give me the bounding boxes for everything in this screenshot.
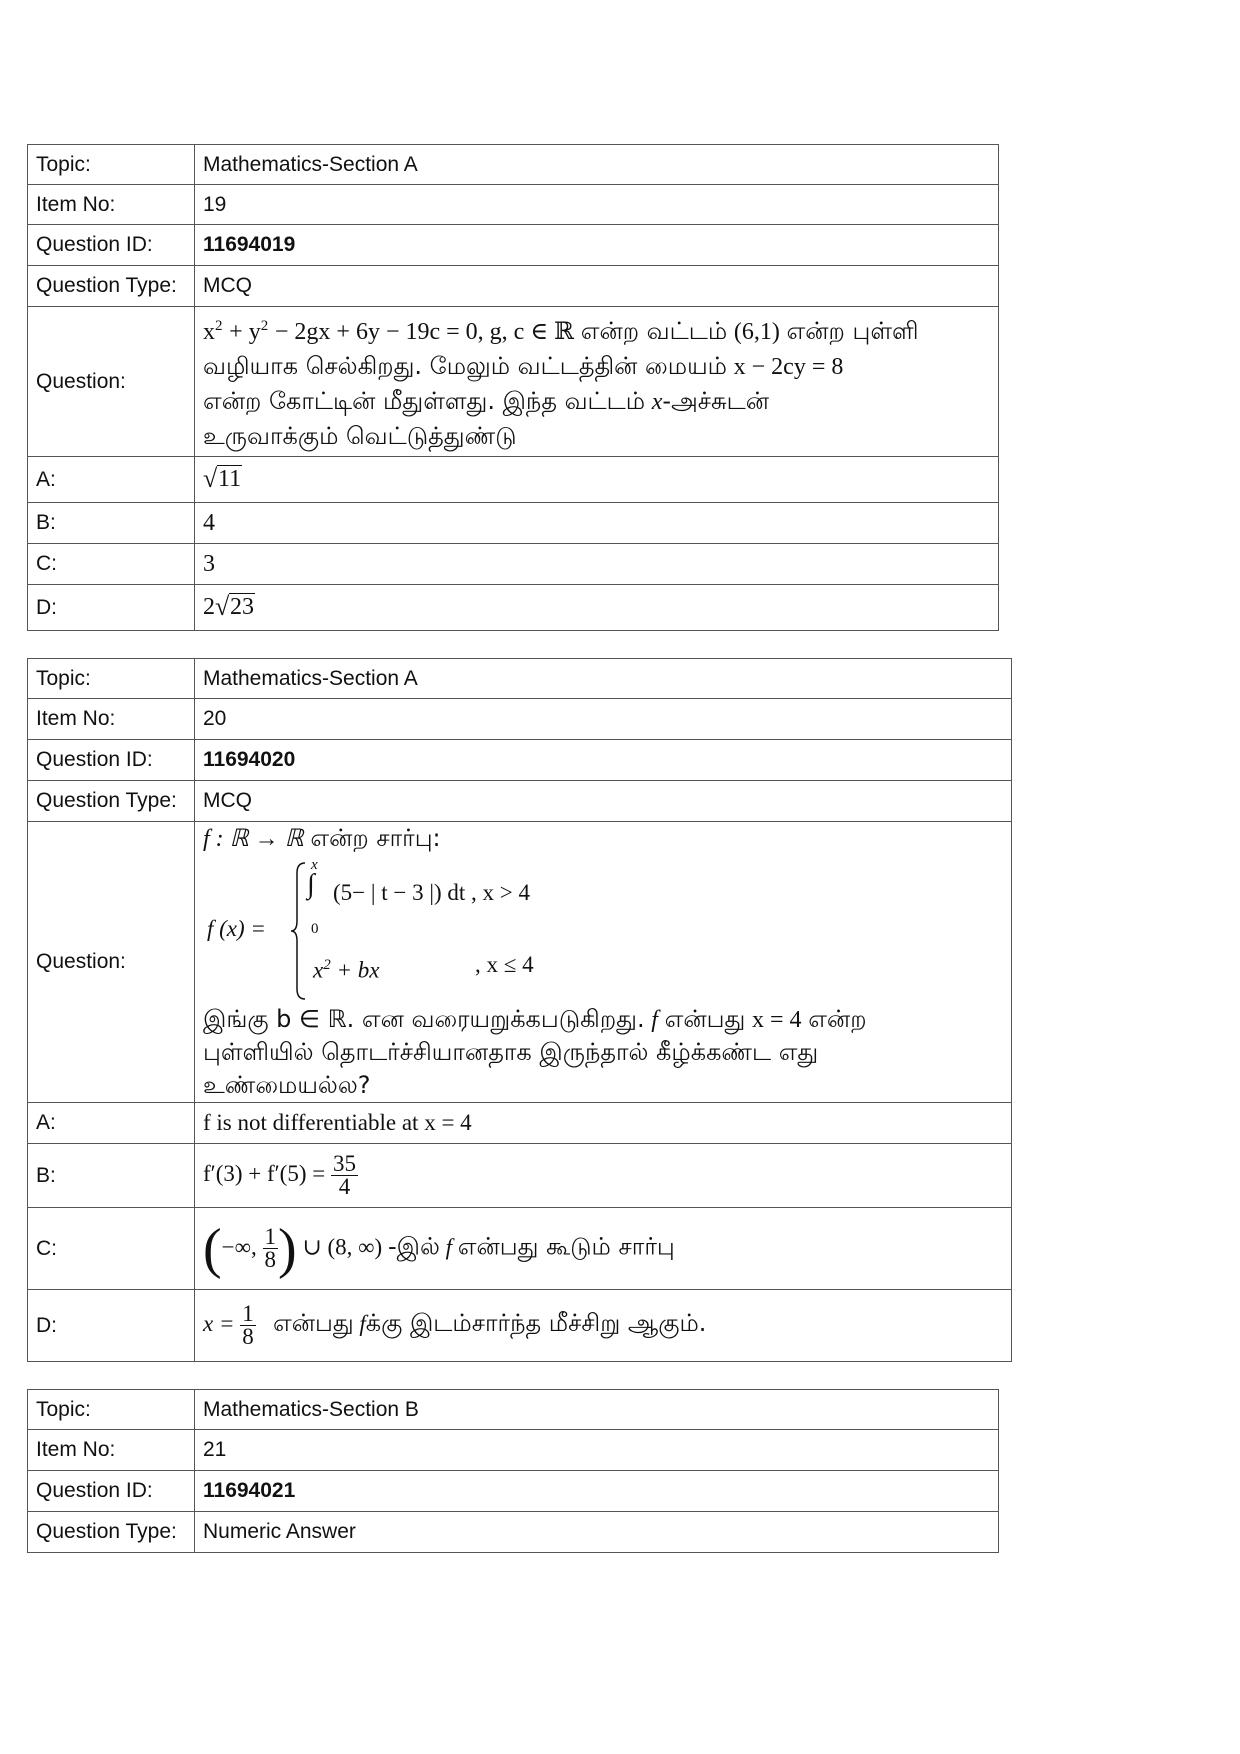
option-d-label: D:: [28, 585, 195, 631]
option-b-label: B:: [28, 1144, 195, 1208]
question-id-label: Question ID:: [28, 225, 195, 266]
item-no-value: 21: [195, 1430, 999, 1471]
table-row: [28, 1430, 999, 1471]
eq-part: − 2gx + 6y − 19c = 0, g, c ∈ ℝ: [274, 319, 575, 345]
table-row: [28, 1471, 999, 1512]
item-no-value: 19: [195, 185, 999, 225]
upper-limit: x: [311, 857, 318, 873]
table-row: [28, 1290, 1012, 1362]
map-def: f : ℝ → ℝ: [203, 826, 304, 852]
option-d-value: 2 √ 23: [195, 585, 999, 631]
question-table-19: [27, 144, 999, 631]
piecewise-function: [203, 855, 1003, 1003]
question-type-value: MCQ: [195, 781, 1012, 822]
option-b-value: 4: [195, 503, 999, 544]
tamil-text: என்ற கோட்டின் மீதுள்ளது. இந்த வட்டம்: [203, 387, 646, 415]
tamil-text: -அச்சுடன்: [662, 387, 770, 415]
table-row: [28, 1390, 999, 1430]
lower-limit: 0: [311, 921, 319, 937]
table-row: [28, 1512, 999, 1553]
question-id-value: 11694019: [195, 225, 999, 266]
sqrt: √ 23: [215, 592, 254, 621]
option-c-label: C:: [28, 1208, 195, 1290]
question-type-label: Question Type:: [28, 1512, 195, 1553]
table-row: [28, 1144, 1012, 1208]
option-b-value: f′(3) + f′(5) = $\frac{35}{4}$: [195, 1144, 1012, 1208]
option-d-label: D:: [28, 1290, 195, 1362]
table-row: [28, 544, 999, 585]
question-id-value: 11694021: [195, 1471, 999, 1512]
tamil-text: என்ற சார்பு:: [310, 824, 441, 852]
question-label: Question:: [28, 822, 195, 1103]
table-row: [28, 266, 999, 307]
table-row: [28, 225, 999, 266]
topic-value: Mathematics-Section A: [195, 659, 1012, 699]
case-two-cond: , x ≤ 4: [475, 952, 534, 977]
tamil-text: என்ற புள்ளி: [786, 317, 919, 345]
question-type-value: MCQ: [195, 266, 999, 307]
tamil-text: வழியாக செல்கிறது. மேலும் வட்டத்தின் மையம்: [203, 352, 727, 380]
case-two: $x^2$ + bx: [313, 957, 380, 983]
table-row: [28, 185, 999, 225]
question-id-value: 11694020: [195, 740, 1012, 781]
question-type-label: Question Type:: [28, 781, 195, 822]
sqrt: √ 11: [203, 464, 242, 493]
item-no-value: 20: [195, 699, 1012, 740]
table-row: [28, 585, 999, 631]
eq-part: x: [203, 319, 215, 345]
option-c-value: (−∞, $\frac{1}{8}$ ) ∪ (8, ∞) -இல் f என்பது கூடும் சார்பு: [195, 1208, 1012, 1290]
eq-x4: x = 4: [751, 1007, 802, 1033]
question-type-value: Numeric Answer: [195, 1512, 999, 1553]
option-d-value: x = $\frac{1}{8}$ என்பது fக்கு இடம்சார்ந்த மீச்சிறு ஆகும்.: [195, 1290, 1012, 1362]
f-var: f: [651, 1007, 658, 1033]
topic-label: Topic:: [28, 1390, 195, 1430]
table-row: [28, 699, 1012, 740]
question-id-label: Question ID:: [28, 740, 195, 781]
table-row: [28, 659, 1012, 699]
topic-value: Mathematics-Section B: [195, 1390, 999, 1430]
question-text: [195, 822, 1012, 1103]
table-row: [28, 781, 1012, 822]
tamil-text: இங்கு b ∈ ℝ. என வரையறுக்கபடுகிறது.: [203, 1005, 645, 1033]
fraction: $\frac{1}{8}$: [264, 1224, 277, 1272]
fx-label: f (x) =: [207, 916, 266, 941]
eq-part: + y: [229, 319, 261, 345]
question-label: Question:: [28, 307, 195, 457]
table-row: [28, 145, 999, 185]
option-c-label: C:: [28, 544, 195, 585]
point: (6,1): [733, 319, 780, 345]
topic-label: Topic:: [28, 145, 195, 185]
axis-var: x: [651, 389, 663, 415]
integrand: (5− | t − 3 |) dt , x > 4: [333, 880, 530, 905]
question-text: $x^2 + y^2 - 2gx + 6y - 19c = 0$, g, c ∈ ℝ என்ற வட்டம் (6,1) என்ற புள்ளி வழியாக செல்கிறது. மேலும் வட்டத்தின் மையம் x − 2cy = 8 என்ற கோட்டின் மீதுள்ளது. இந்த வட்டம் x-அச்சுடன் உருவாக்கும் வெட்டுத்துண்டு: [195, 307, 999, 457]
table-row: [28, 740, 1012, 781]
option-a-value: [195, 457, 999, 503]
question-table-20: [27, 658, 1012, 1362]
item-no-label: Item No:: [28, 1430, 195, 1471]
table-row: [28, 822, 1012, 1103]
integral-icon: ∫: [307, 869, 315, 900]
item-no-label: Item No:: [28, 185, 195, 225]
fraction: $\frac{1}{8}$: [242, 1301, 254, 1349]
option-a-label: A:: [28, 457, 195, 503]
brace-icon: [289, 861, 309, 1001]
option-b-label: B:: [28, 503, 195, 544]
table-row: [28, 503, 999, 544]
question-table-21: [27, 1389, 999, 1553]
item-no-label: Item No:: [28, 699, 195, 740]
tamil-text: உண்மையல்ல?: [203, 1071, 371, 1099]
tamil-text: என்ற வட்டம்: [580, 317, 728, 345]
question-type-label: Question Type:: [28, 266, 195, 307]
topic-value: Mathematics-Section A: [195, 145, 999, 185]
tamil-text: புள்ளியில் தொடர்ச்சியானதாக இருந்தால் கீழ்க்கண்ட எது: [203, 1038, 819, 1066]
table-row: [28, 457, 999, 503]
option-a-value: f is not differentiable at x = 4: [195, 1103, 1012, 1144]
option-a-label: A:: [28, 1103, 195, 1144]
tamil-text: உருவாக்கும் வெட்டுத்துண்டு: [203, 422, 517, 450]
table-row: [28, 1208, 1012, 1290]
table-row: [28, 307, 999, 457]
tamil-text: என்பது: [664, 1005, 746, 1033]
option-c-value: 3: [195, 544, 999, 585]
fraction: $\frac{35}{4}$: [332, 1151, 356, 1199]
tamil-text: என்ற: [808, 1005, 867, 1033]
line-eq: x − 2cy = 8: [733, 354, 844, 380]
question-id-label: Question ID:: [28, 1471, 195, 1512]
topic-label: Topic:: [28, 659, 195, 699]
table-row: [28, 1103, 1012, 1144]
